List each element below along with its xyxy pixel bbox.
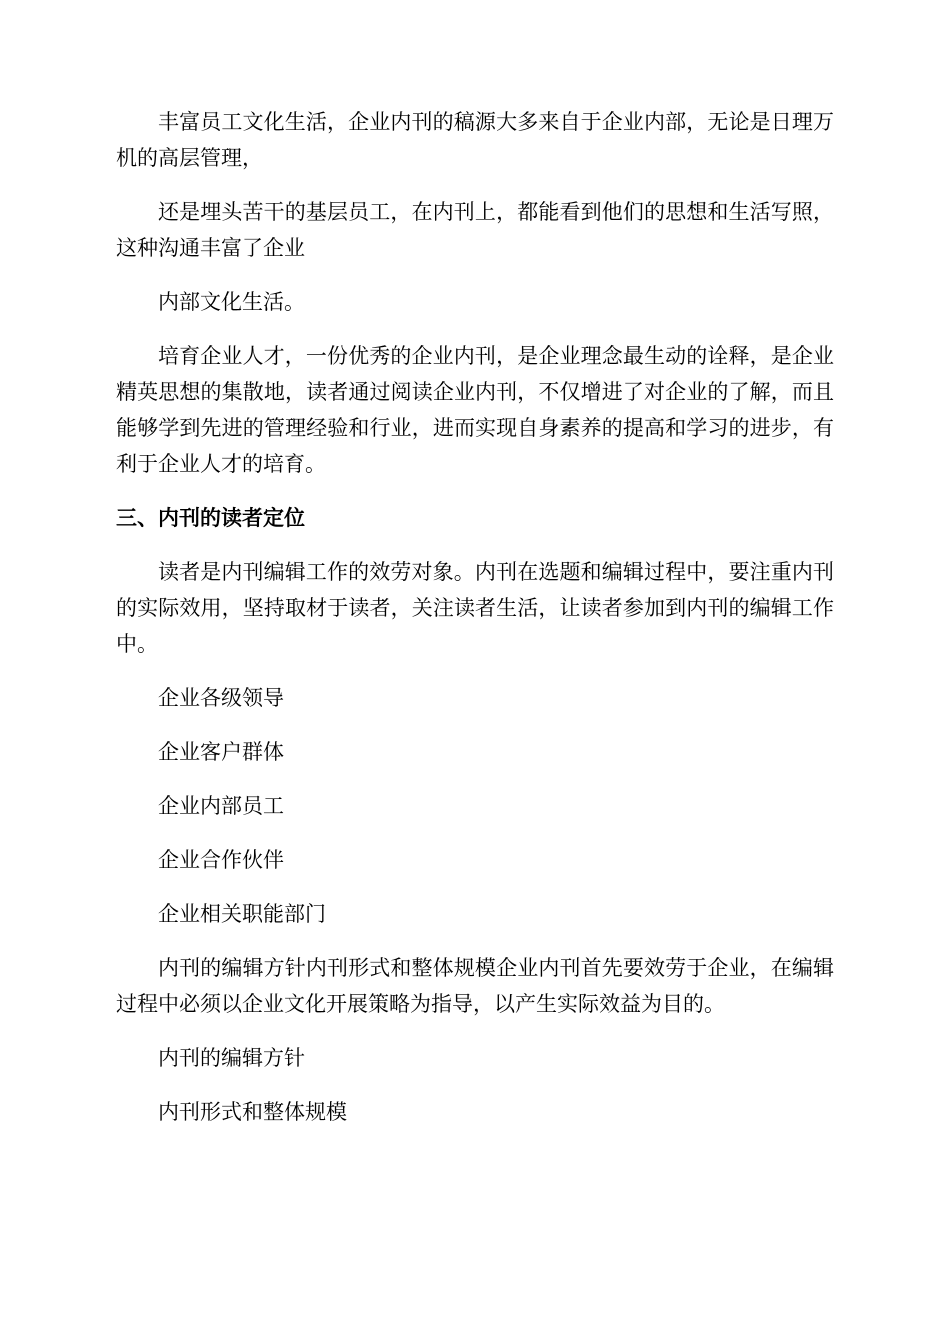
list-item: 内刊形式和整体规模 bbox=[158, 1100, 347, 1124]
paragraph: 内刊的编辑方针内刊形式和整体规模企业内刊首先要效劳于企业，在编辑过程中必须以企业文化开展策略为指导，以产生实际效益为目的。 bbox=[116, 956, 834, 1016]
list-item: 企业客户群体 bbox=[158, 740, 284, 764]
list-item: 企业合作伙伴 bbox=[158, 848, 284, 872]
list-item: 内刊的编辑方针 bbox=[158, 1046, 305, 1070]
document-page bbox=[116, 104, 834, 1148]
list-item: 企业各级领导 bbox=[158, 686, 284, 710]
paragraph: 内部文化生活。 bbox=[158, 290, 305, 314]
paragraph: 读者是内刊编辑工作的效劳对象。内刊在选题和编辑过程中，要注重内刊的实际效用，坚持取材于读者，关注读者生活，让读者参加到内刊的编辑工作中。 bbox=[116, 560, 834, 656]
paragraph: 丰富员工文化生活，企业内刊的稿源大多来自于企业内部，无论是日理万机的高层管理， bbox=[116, 110, 834, 170]
section-heading: 三、内刊的读者定位 bbox=[116, 506, 305, 530]
list-item: 企业内部员工 bbox=[158, 794, 284, 818]
paragraph: 还是埋头苦干的基层员工，在内刊上，都能看到他们的思想和生活写照，这种沟通丰富了企业 bbox=[116, 200, 834, 260]
paragraph: 培育企业人才，一份优秀的企业内刊，是企业理念最生动的诠释，是企业精英思想的集散地，读者通过阅读企业内刊，不仅增进了对企业的了解，而且能够学到先进的管理经验和行业，进而实现自身素养的提高和学习的进步，有利于企业人才的培育。 bbox=[116, 344, 834, 476]
list-item: 企业相关职能部门 bbox=[158, 902, 326, 926]
